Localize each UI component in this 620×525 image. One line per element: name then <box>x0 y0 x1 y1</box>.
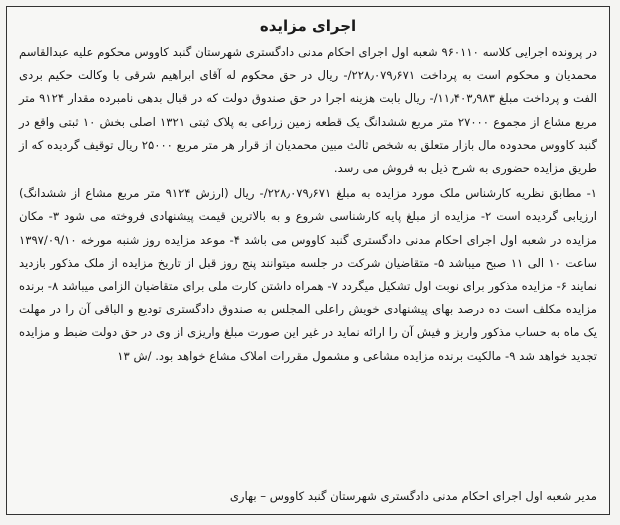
auction-notice <box>6 6 610 515</box>
notice-signature: مدیر شعبه اول اجرای احکام مدنی دادگستری شهرستان گنبد کاووس – بهاری <box>229 489 597 503</box>
notice-title: اجرای مزایده <box>259 17 357 35</box>
notice-intro-paragraph: در پرونده اجرایی کلاسه ۹۶۰۱۱۰ شعبه اول اجرای احکام مدنی دادگستری شهرستان گنبد کاووس محکوم علیه عبدالقاسم محمدیان و محکوم است به پرداخت ۲۲۸٫۰۷۹٫۶۷۱/- ریال در حق محکوم له آقای ابراهیم شرقی با وکالت حکیم بردی الفت و پرداخت مبلغ ۱۱٫۴۰۳٫۹۸۳/- ریال بابت هزینه اجرا در حق صندوق دولت که در قبال بدهی نامبرده مقدار ۹۱۲۴ متر مربع مشاع از مجموع ۲۷۰۰۰ متر مربع ششدانگ یک قطعه زمین زراعی به پلاک ثبتی ۱۳۲۱ اصلی بخش ۱۰ ثبتی واقع در گنبد کاووس محدوده مال بازار متعلق به شخص ثالث مبین محمدیان از قرار هر متر مربع ۲۵۰۰۰ ریال توقیف گردیده که از طریق مزایده حضوری به شرح ذیل به فروش می رسد. <box>19 45 597 176</box>
notice-terms-paragraph: ۱- مطابق نظریه کارشناس ملک مورد مزایده به مبلغ ۲۲۸٫۰۷۹٫۶۷۱/- ریال (ارزش ۹۱۲۴ متر مربع مشاع از ششدانگ) ارزیابی گردیده است ۲- مزایده از مبلغ پایه کارشناسی شروع و به بالاترین قیمت پیشنهادی فروخته می شود ۳- مکان مزایده در شعبه اول اجرای احکام مدنی دادگستری گنبد کاووس می باشد ۴- موعد مزایده روز شنبه مورخه ۱۳۹۷/۰۹/۱۰ ساعت ۱۰ الی ۱۱ صبح میباشد ۵- متقاضیان شرکت در جلسه میتوانند پنج روز قبل از تاریخ مزایده از ملک مذکور بازدید نمایند ۶- مزایده مذکور برای نوبت اول تشکیل میگردد ۷- همراه داشتن کارت ملی برای متقاضیان الزامی میباشد ۸- برنده مزایده مکلف است ده درصد بهای پیشنهادی خویش راعلی المجلس به صندوق دادگستری تودیع و الباقی آن را در مهلت یک ماه به حساب مذکور واریز و فیش آن را ارائه نماید در غیر این صورت مبلغ واریزی از وی در حق دولت ضبط و مزایده تجدید خواهد شد ۹- مالکیت برنده مزایده مشاعی و مشمول مقررات املاک مشاع خواهد بود. /ش ۱۳ <box>19 186 597 363</box>
